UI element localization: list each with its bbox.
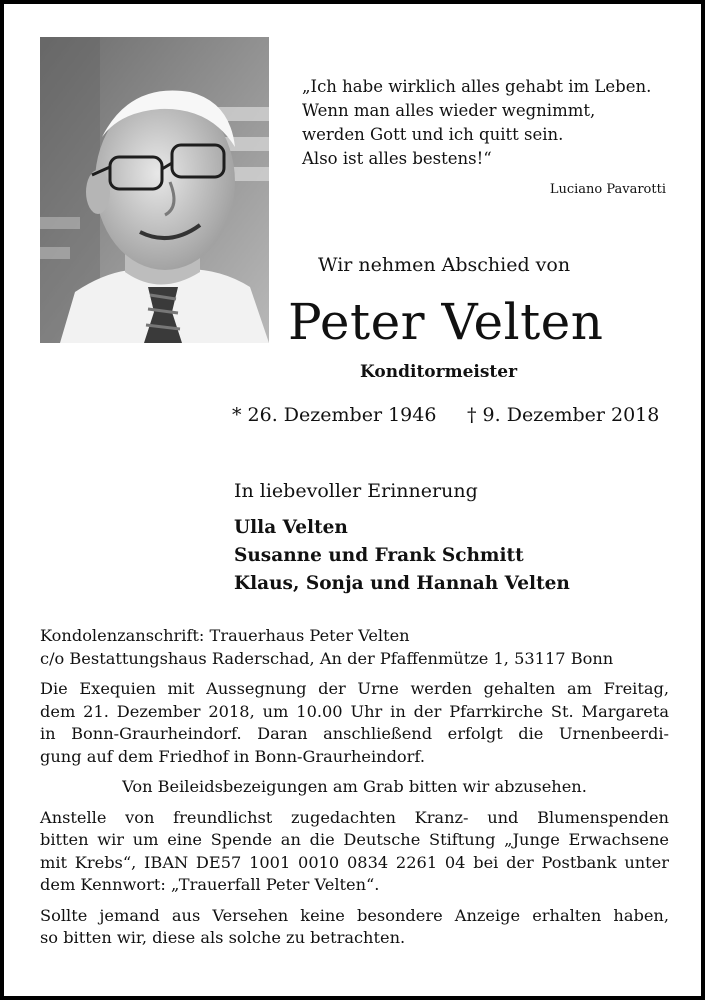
closing-line: so bitten wir, diese als solche zu betrachten. <box>40 928 406 947</box>
quote-line: Wenn man alles wieder wegnimmt, <box>302 101 596 120</box>
mourner-name: Ulla Velten <box>234 517 348 538</box>
notice-body <box>40 625 669 950</box>
exequien-line: dem 21. Dezember 2018, um 10.00 Uhr in der Pfarrkirche St. Margareta <box>40 701 669 721</box>
exequien-line: in Bonn-Graurheindorf. Daran anschließend erfolgt die Urnenbeerdi- <box>40 724 669 743</box>
death-date: † 9. Dezember 2018 <box>467 404 660 426</box>
donation-line: bitten wir um eine Spende an die Deutsche Stiftung „Junge Erwachsene <box>40 830 669 849</box>
condolence-address-line: c/o Bestattungshaus Raderschad, An der Pfaffenmütze 1, 53117 Bonn <box>40 648 614 668</box>
farewell-intro: Wir nehmen Abschied von <box>318 254 571 276</box>
exequien-line: Die Exequien mit Aussegnung der Urne werden gehalten am Freitag, <box>40 679 669 698</box>
deceased-name: Peter Velten <box>288 293 604 351</box>
quote-line: werden Gott und ich quitt sein. <box>302 125 564 144</box>
profession: Konditormeister <box>360 362 518 382</box>
quote-block <box>302 75 682 171</box>
birth-date: * 26. Dezember 1946 <box>232 404 437 426</box>
closing-line: Sollte jemand aus Versehen keine besondere Anzeige erhalten haben, <box>40 905 669 925</box>
quote-line: Also ist alles bestens!“ <box>302 149 492 168</box>
condolence-address-line: Kondolenzanschrift: Trauerhaus Peter Velten <box>40 626 410 645</box>
donation-line: mit Krebs“, IBAN DE57 1001 0010 0834 2261 04 bei der Postbank unter <box>40 852 669 872</box>
memory-line: In liebevoller Erinnerung <box>234 480 478 502</box>
donation-line: dem Kennwort: „Trauerfall Peter Velten“. <box>40 875 380 894</box>
mourner-name: Klaus, Sonja und Hannah Velten <box>234 573 570 594</box>
donation-line: Anstelle von freundlichst zugedachten Kranz- und Blumenspenden <box>40 807 669 827</box>
portrait-photo <box>40 37 269 343</box>
mourners-list <box>234 514 570 598</box>
exequien-line: gung auf dem Friedhof in Bonn-Graurheindorf. <box>40 746 425 766</box>
portrait-image <box>40 37 269 343</box>
quote-author: Luciano Pavarotti <box>549 182 666 197</box>
no-condolences-note: Von Beileidsbezeigungen am Grab bitten wir abzusehen. <box>122 777 587 796</box>
quote-line: „Ich habe wirklich alles gehabt im Leben. <box>302 77 652 96</box>
mourner-name: Susanne und Frank Schmitt <box>234 545 524 566</box>
